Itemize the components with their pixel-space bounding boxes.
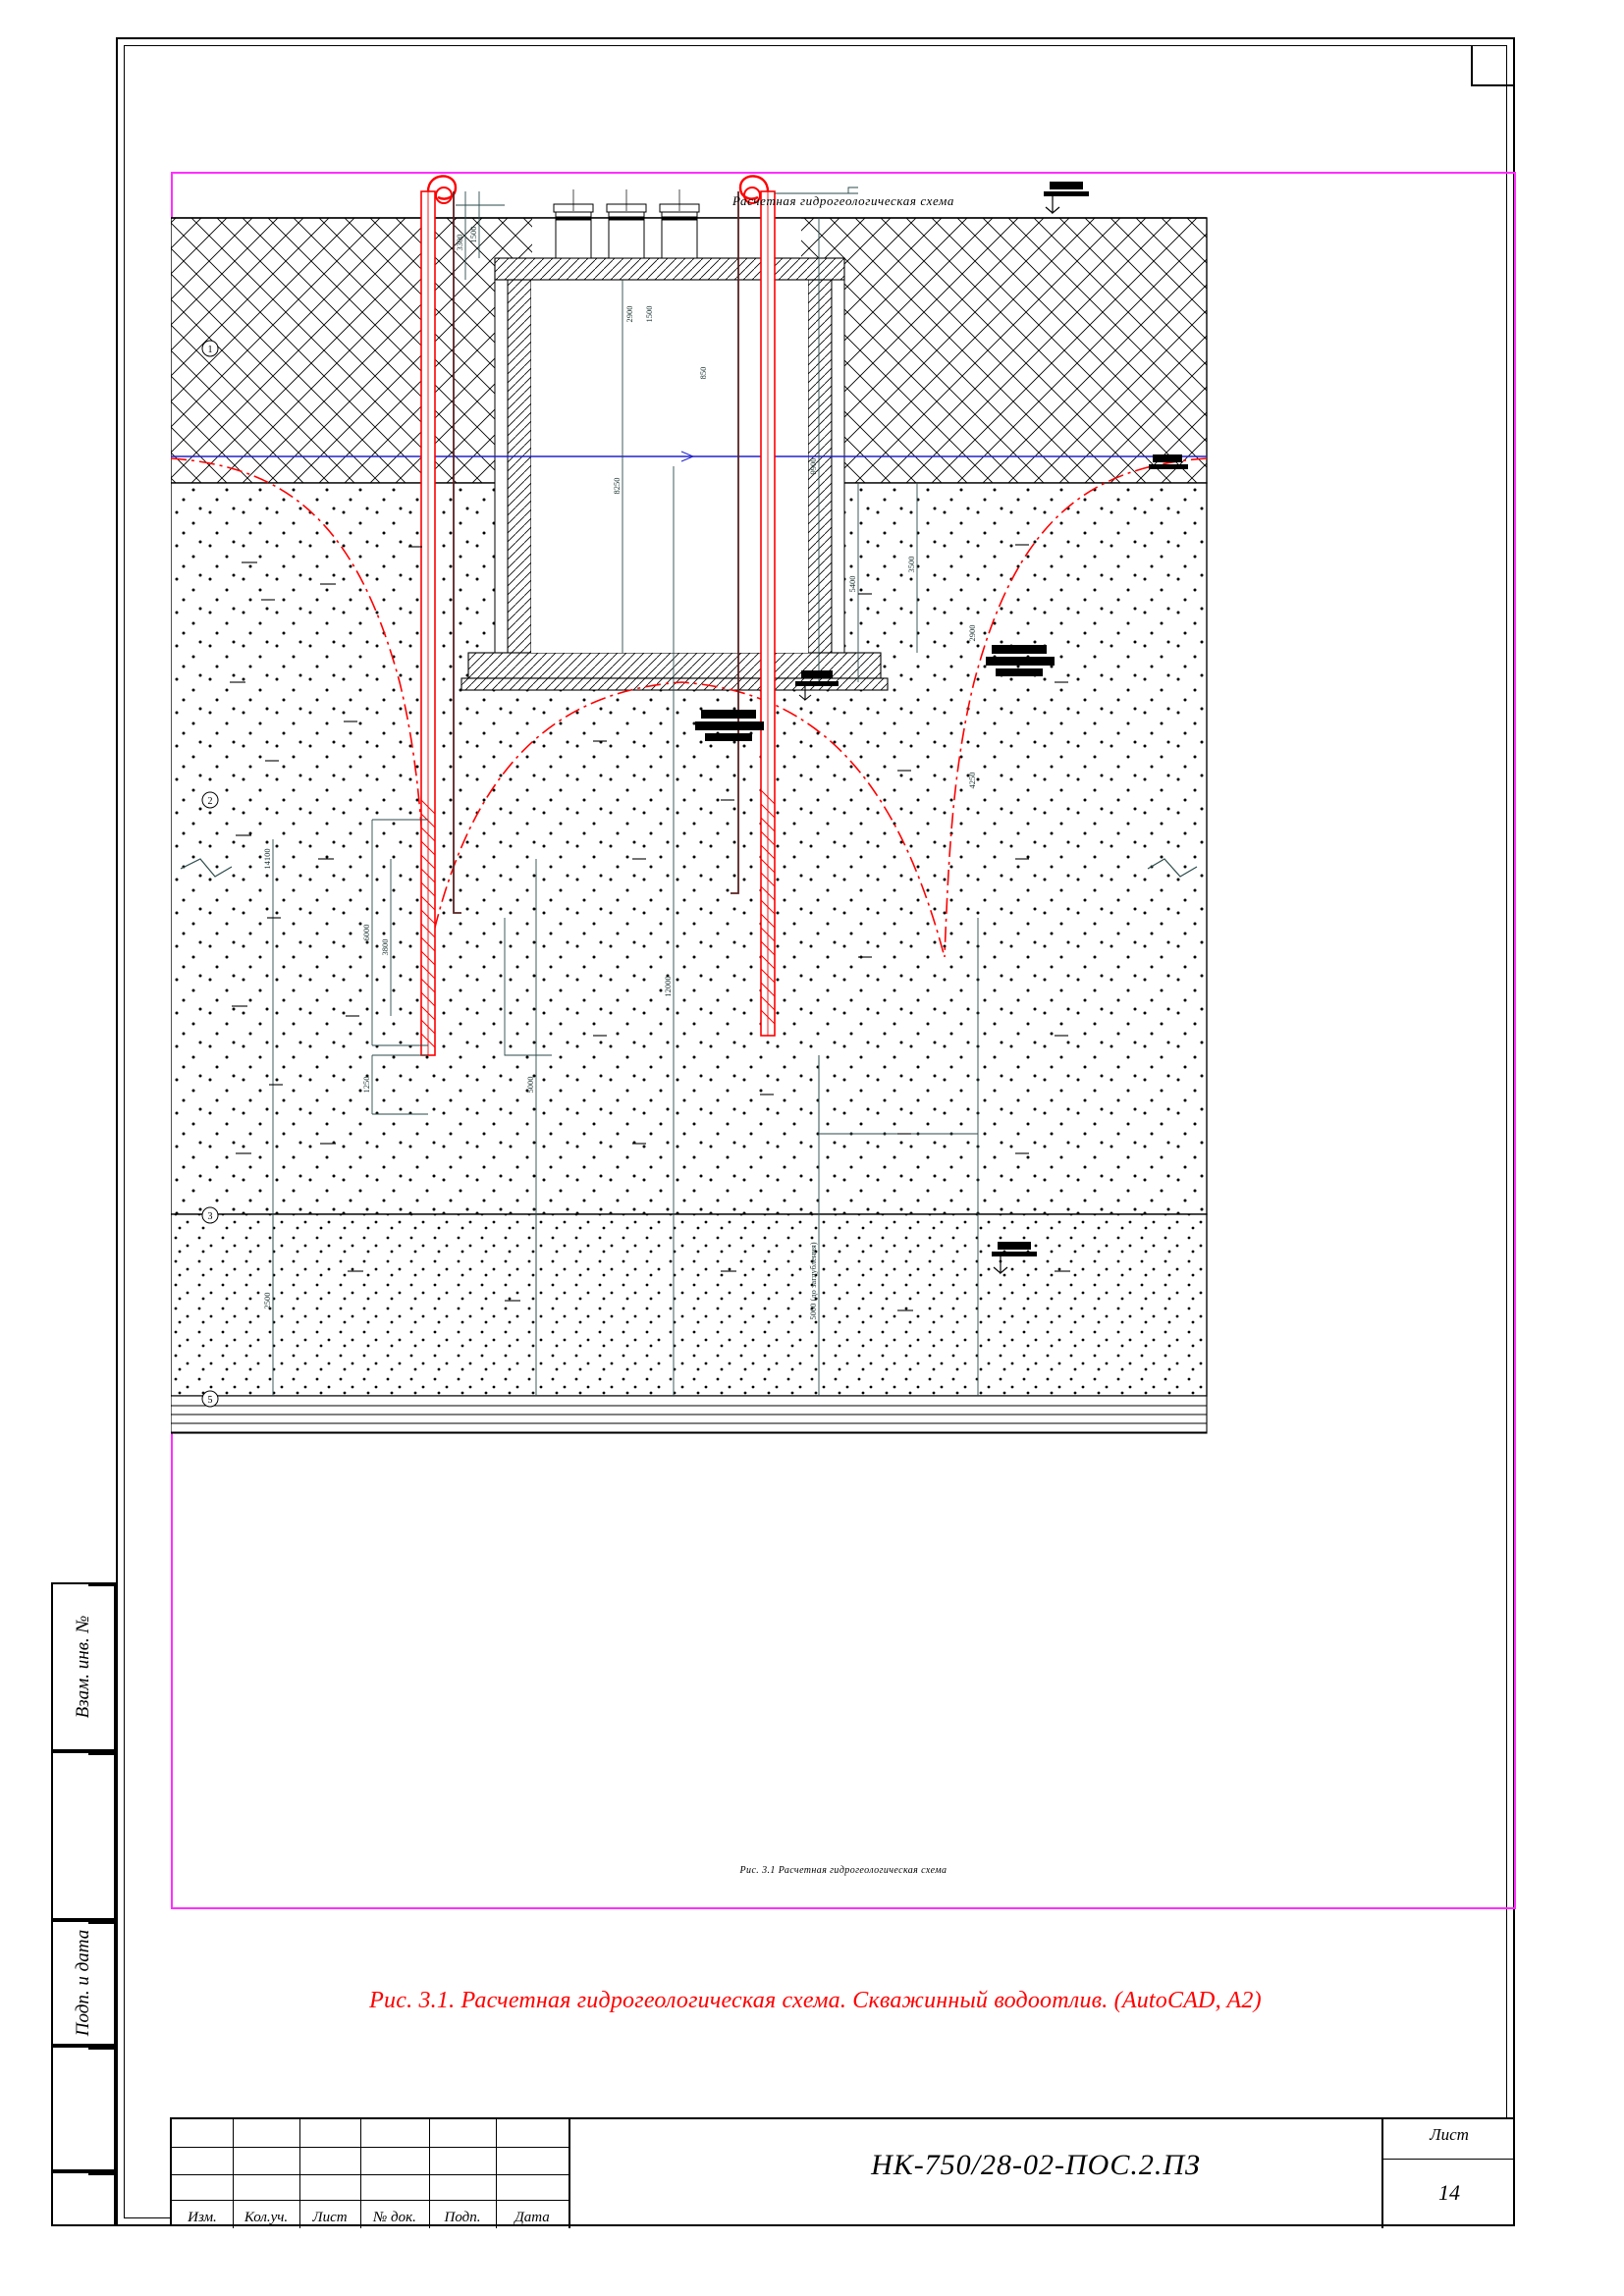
svg-text:8250: 8250 (612, 477, 622, 495)
svg-text:5: 5 (207, 1395, 213, 1406)
tb-grid-row-1 (172, 2147, 568, 2148)
svg-text:1500: 1500 (644, 305, 654, 323)
svg-text:3800: 3800 (380, 938, 390, 956)
tb-grid-row-2 (172, 2174, 568, 2175)
stamp-cell-podp-data (51, 1920, 116, 2046)
svg-text:2: 2 (207, 796, 213, 807)
tb-header-podp: Подп. (444, 2210, 481, 2225)
document-code: НК-750/28-02-ПОС.2.ПЗ (871, 2149, 1201, 2181)
svg-text:1: 1 (207, 345, 213, 355)
svg-text:3500: 3500 (906, 556, 916, 573)
stamp-tick (88, 1922, 114, 1924)
svg-text:2900: 2900 (624, 305, 634, 323)
svg-text:12000: 12000 (663, 976, 673, 997)
drawing-caption: Рис. 3.1 Расчетная гидрогеологическая схема (739, 1865, 947, 1876)
tb-header-koluch: Кол.уч. (244, 2210, 289, 2225)
stamp-tick (88, 1753, 114, 1755)
drawing-title: Расчетная гидрогеологическая схема (731, 193, 954, 208)
stamp-cell-blank-1 (51, 1751, 116, 1920)
svg-text:2900: 2900 (967, 624, 977, 642)
sheet-corner-box (1471, 45, 1515, 86)
stamp-cell-vzam-inv (51, 1582, 116, 1751)
svg-text:3: 3 (207, 1211, 213, 1222)
tb-header-ndok: № док. (373, 2210, 416, 2225)
svg-text:850: 850 (698, 366, 708, 380)
tb-header-data: Дата (514, 2210, 550, 2225)
svg-text:2500: 2500 (262, 1292, 272, 1309)
pit-structure (461, 189, 888, 690)
svg-text:1500: 1500 (468, 226, 478, 243)
tb-header-izm: Изм. (188, 2210, 217, 2225)
stamp-cell-blank-2 (51, 2046, 116, 2171)
stamp-label-vzam-inv: Взам. инв. № (73, 1615, 93, 1719)
layer-3-sand-dense (171, 1214, 1207, 1396)
figure-caption: Рис. 3.1. Расчетная гидрогеологическая схема. Скважинный водоотлив. (AutoCAD, A2) (369, 1988, 1262, 2013)
stamp-cell-blank-3 (51, 2171, 116, 2226)
tb-grid-row-3 (172, 2200, 568, 2201)
svg-text:6000: 6000 (361, 924, 371, 941)
svg-text:3300: 3300 (455, 234, 464, 251)
sheet-number: 14 (1438, 2180, 1460, 2205)
sheet-label: Лист (1430, 2125, 1469, 2144)
stamp-tick (88, 2048, 114, 2050)
layer-5-base (171, 1396, 1207, 1433)
svg-text:14100: 14100 (262, 848, 272, 870)
tb-header-list: Лист (312, 2210, 348, 2225)
svg-text:5000: 5000 (525, 1076, 535, 1094)
tb-sep-list (1381, 2119, 1383, 2228)
stamp-label-podp-data: Подп. и дата (73, 1929, 93, 2037)
tb-list-sep (1381, 2159, 1515, 2160)
svg-text:1250: 1250 (361, 1076, 371, 1094)
svg-text:9900: 9900 (808, 457, 818, 475)
title-block (170, 2117, 1515, 2226)
svg-text:4250: 4250 (967, 772, 977, 789)
svg-text:5000 (до заглубления): 5000 (до заглубления) (808, 1242, 818, 1320)
svg-text:5400: 5400 (847, 575, 857, 593)
tb-sep-main (568, 2119, 570, 2228)
hydrogeological-scheme-drawing (171, 172, 1516, 1909)
stamp-tick (88, 2173, 114, 2175)
stamp-tick (88, 1584, 114, 1586)
